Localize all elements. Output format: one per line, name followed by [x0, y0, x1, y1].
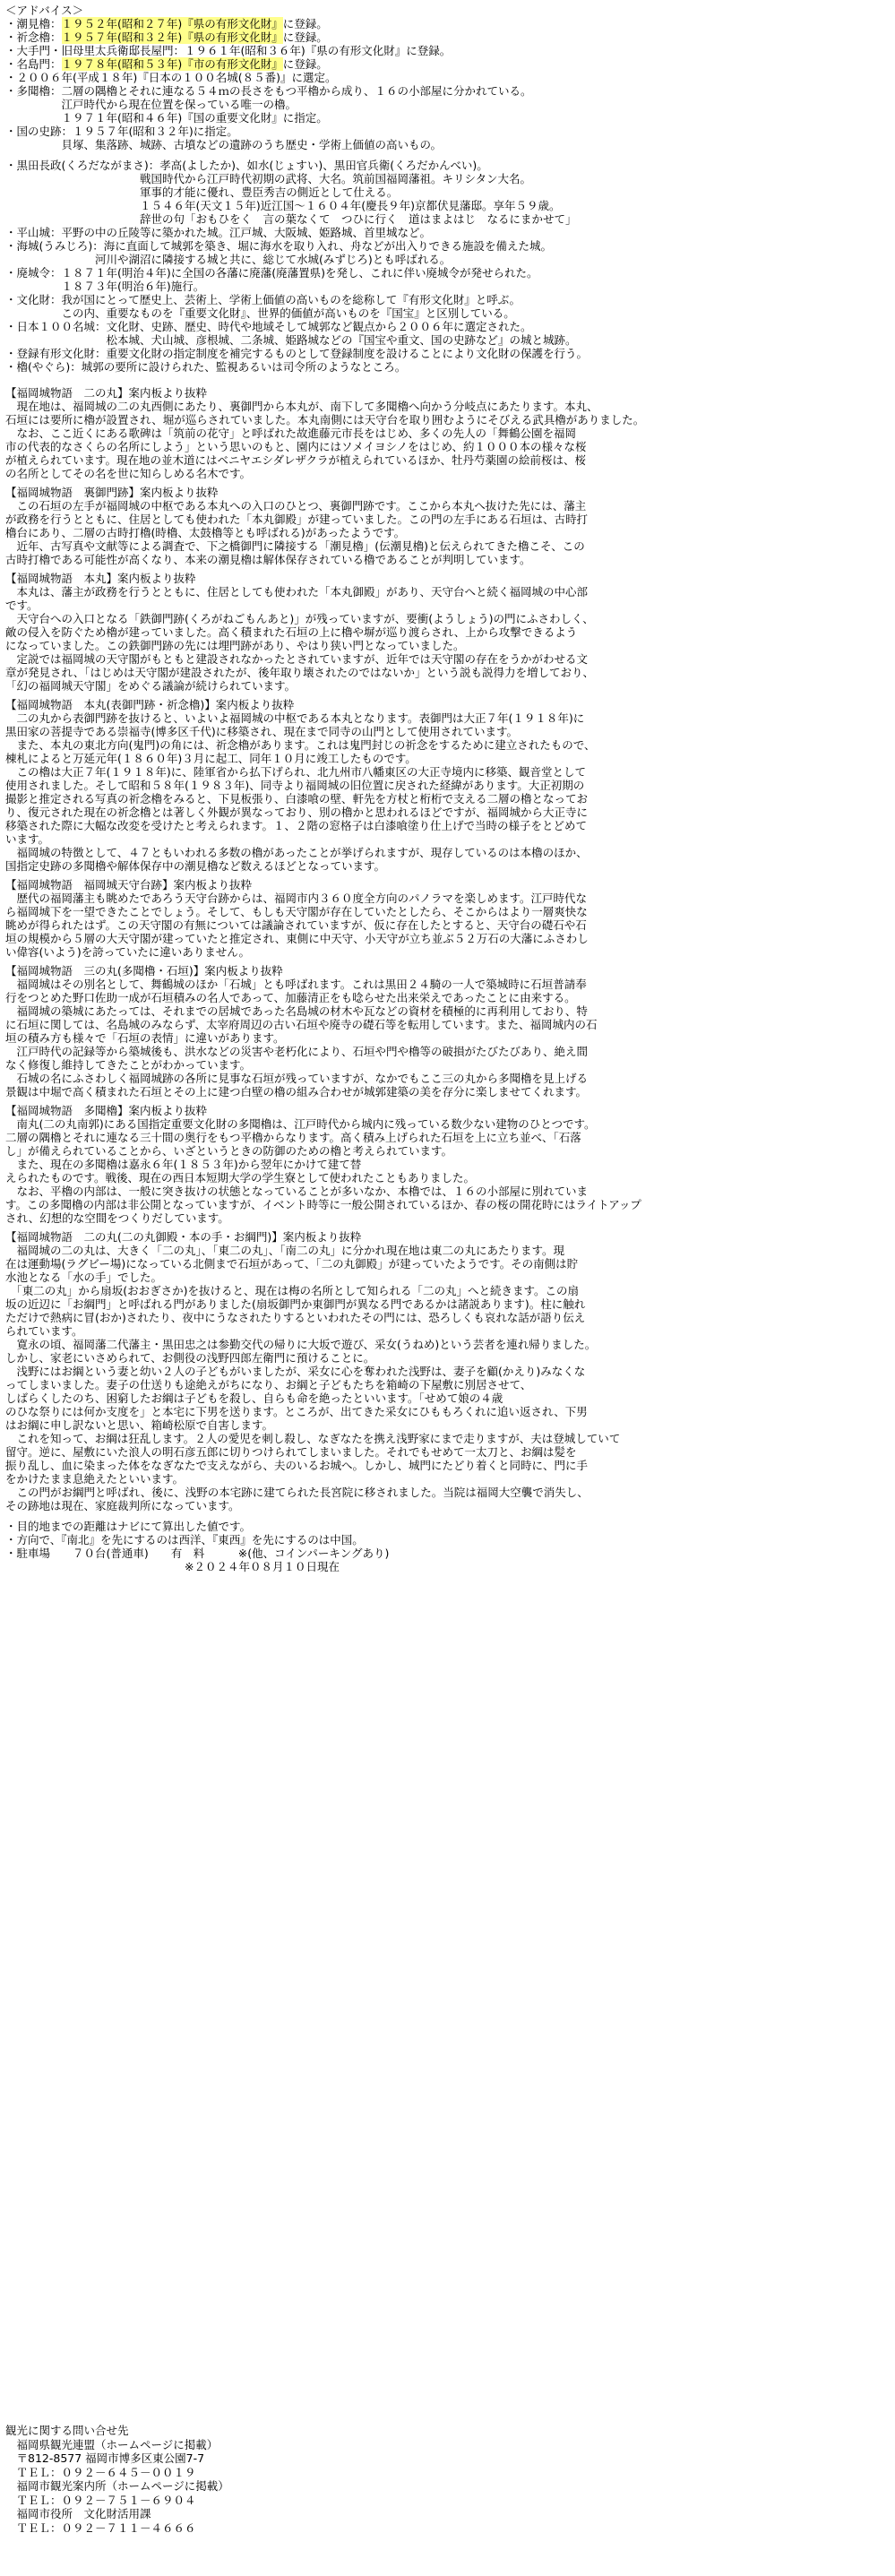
glossary-line: ・日本１００名城：文化財、史跡、歴史、時代や地域そして城郭など観点から２００６年に選定された。: [5, 320, 532, 333]
section-text-line: 歴代の福岡藩主も眺めたであろう天守台跡からは、福岡市内３６０度全方向のパノラマを楽しめます。江戸時代な: [5, 892, 588, 905]
guide-section: [5, 486, 888, 566]
glossary-line: １５４６年(天文１５年)近江国〜１６０４年(慶長９年)京都伏見藩邸。享年５９歳。: [5, 199, 561, 212]
section-text-line: 本丸は、藩主が政務を行うとともに、住居としても使われた「本丸御殿」があり、天守台へと続く福岡城の中心部: [5, 585, 589, 599]
section-heading: 【福岡城物語 福岡城天守台跡】案内板より抜粋: [5, 878, 253, 892]
glossary-line: ・文化財：我が国にとって歴史上、芸術上、学術上価値の高いものを総称して『有形文化財』と呼ぶ。: [5, 293, 521, 306]
section-heading: 【福岡城物語 多聞櫓】案内板より抜粋: [5, 1104, 208, 1117]
section-text-line: 現在地は、福岡城の二の丸西側にあたり、裏御門から本丸が、南下して多聞櫓へ向かう分岐点にあたります。本丸、: [5, 400, 598, 413]
glossary-line: １８７３年(明治６年)施行。: [5, 280, 205, 293]
advice-highlight: １９７８年(昭和５３年)『市の有形文化財』: [61, 57, 283, 71]
section-text-line: ら福岡城下を一望できたことでしょう。そして、もしも天守閣が存在していたとしたら、そこからはより一層爽快な: [5, 905, 588, 918]
guide-section: [5, 386, 888, 480]
advice-bullet: ・: [5, 57, 17, 71]
guide-section: [5, 878, 888, 959]
guide-section: [5, 698, 888, 873]
contact-line: 福岡市役所 文化財活用課: [5, 2507, 151, 2520]
section-text-line: なお、ここ近くにある歌碑は「筑前の花守」と呼ばれた故進藤元市長をはじめ、多くの先人の「舞鶴公園を福岡: [5, 426, 577, 440]
section-heading: 【福岡城物語 二の丸】案内板より抜粋: [5, 386, 208, 400]
section-text-line: の名所としてその名を世に知らしめる名木です。: [5, 467, 252, 480]
contact-line: ＴＥＬ：０９２－７５１－６９０４: [5, 2493, 196, 2507]
section-text-line: 眺めが得られたはず。この天守閣の有無については議論されていますが、仮に存在したとすると、天守台の礎石や石: [5, 918, 587, 932]
glossary-line: 辞世の句「おもひをく 言の葉なくて つひに行く 道はまよはじ なるにまかせて」: [5, 212, 577, 226]
section-text-line: 移築された際に大幅な改変を受けたと考えられます。１、２階の窓格子は白漆喰塗り仕上げで当時の様子をとどめて: [5, 819, 588, 832]
glossary-line: 戦国時代から江戸時代初期の武将、大名。筑前国福岡藩祖。キリシタン大名。: [5, 172, 532, 185]
guide-section: [5, 964, 888, 1098]
section-text-line: 垣の規模から５層の大天守閣が建っていたと推定され、東側に中天守、小天守が立ち並ぶ５２万石の大藩にふさわし: [5, 932, 589, 945]
section-text-line: 二の丸から表御門跡を抜けると、いよいよ福岡城の中枢である本丸となります。表御門は大正７年(１９１８年)に: [5, 711, 585, 725]
section-text-line: 黒田家の菩提寺である崇福寺(博多区千代)に移築され、現在まで同寺の山門として使用されています。: [5, 725, 519, 738]
glossary-line: ・櫓(やぐら)：城郭の要所に設けられた、監視あるいは司令所のようなところ。: [5, 360, 407, 374]
guide-section: [5, 572, 888, 693]
section-text-line: され、幻想的な空間をつくりだしています。: [5, 1211, 229, 1225]
glossary-line: ・廃城令：１８７１年(明治４年)に全国の各藩に廃藩(廃藩置県)を発し、これに伴い廃城令が発せられた。: [5, 266, 538, 280]
advice-line: [5, 71, 888, 84]
advice-bullet: ・: [5, 71, 17, 84]
section-text-line: ただけで熱病に冒(おか)されたり、夜中にうなされたりするといわれたその門には、恐ろしくも哀れな話が語り伝え: [5, 1311, 586, 1324]
document-body: [5, 4, 888, 1573]
access-line: ・駐車場 ７０台(普通車) 有 料 ※(他、コインパーキングあり): [5, 1546, 390, 1560]
advice-bullet: ・: [5, 125, 17, 138]
advice-bullet: ・: [5, 44, 17, 57]
section-text-line: はお綱に申し訳ないと思い、箱崎松原で自害します。: [5, 1418, 274, 1432]
section-text-line: また、本丸の東北方向(鬼門)の角には、祈念櫓があります。これは鬼門封じの祈念をするために建立されたもので、: [5, 738, 596, 752]
section-text-line: 国指定史跡の多聞櫓や解体保存中の潮見櫓など数えるほどとなっています。: [5, 859, 386, 873]
advice-line: [5, 57, 888, 71]
section-text-line: 天守台への入口となる「鉄御門跡(くろがねごもんあと)」が残っていますが、要衝(ようしょう)の門にふさわしく、: [5, 612, 594, 625]
section-heading: 【福岡城物語 本丸】案内板より抜粋: [5, 572, 196, 585]
section-text-line: をかけたまま息絶えたといいます。: [5, 1472, 185, 1486]
section-text-line: 水池となる「水の手」でした。: [5, 1271, 163, 1284]
guide-section: [5, 1230, 888, 1512]
section-text-line: られています。: [5, 1324, 83, 1338]
section-text-line: り、復元された現在の祈念櫓とは著しく外観が異なっており、別の櫓かと思われるほどですが、福岡城から大正寺に: [5, 806, 589, 819]
guide-sections: [5, 386, 888, 1512]
section-text-line: 使用されました。そして昭和５８年(１９８３年)、同寺より福岡城の旧位置に戻された経緯があります。大正初期の: [5, 779, 585, 792]
advice-text: 貝塚、集落跡、城跡、古墳などの遺跡のうち歴史・学術上価値の高いもの。: [16, 138, 443, 151]
section-text-line: 福岡城の築城にあたっては、それまでの居城であった名島城の材木や瓦などの資材を積極的に再利用しており、特: [5, 1004, 588, 1018]
section-text-line: が植えられています。現在地の並木道にはベニヤエシダレザクラが植えられているほか、牡丹芍薬園の絵前桜は、桜: [5, 453, 587, 467]
section-text-line: 撮影と推定される写真の祈念櫓をみると、下見板張り、白漆喰の壁、軒先を方杖と桁桁で支える二層の櫓となってお: [5, 792, 589, 806]
advice-text: 祈念櫓：: [16, 30, 62, 44]
advice-highlight: １９５２年(昭和２７年)『県の有形文化財』: [61, 17, 283, 30]
advice-bullet: ・: [5, 30, 17, 44]
section-text-line: これを知って、お綱は狂乱します。２人の愛児を刺し殺し、なぎなたを携え浅野家にまで走りますが、夫は登城していて: [5, 1432, 621, 1445]
section-text-line: 石城の名にふさわしく福岡城跡の各所に見事な石垣が残っていますが、なかでもここ三の丸から多聞櫓を見上げる: [5, 1072, 589, 1085]
section-text-line: 寛永の頃、福岡藩二代藩主・黒田忠之は参勤交代の帰りに大坂で遊び、采女(うねめ)という芸者を連れ帰りました。: [5, 1338, 597, 1351]
advice-text: ２００６年(平成１８年)『日本の１００名城(８５番)』に選定。: [16, 71, 337, 84]
guide-section: [5, 1104, 888, 1225]
advice-line: [5, 84, 888, 98]
section-text-line: 景観は中堀で高く積まれた石垣とその上に建つ白壁の櫓の組み合わせが城郭建築の美を存分に楽しませてくれます。: [5, 1085, 588, 1098]
advice-text: 潮見櫓：: [16, 17, 62, 30]
section-text-line: 在は運動場(ラグビー場)になっている北側まで石垣があって、「二の丸御殿」が建っていたようです。その南側は貯: [5, 1257, 579, 1271]
advice-line: [5, 138, 888, 151]
advice-text: 国の史跡：１９５７年(昭和３２年)に指定。: [16, 125, 238, 138]
advice-text: 名島門：: [16, 57, 62, 71]
contact-line: ＴＥＬ：０９２－７１１－４６６６: [5, 2520, 196, 2535]
section-text-line: 振り乱し、血に染まった体をなぎなたで支えながら、夫のいるお城へ。しかし、城門にたどり着くと同時に、門に手: [5, 1459, 589, 1472]
advice-highlight: １９５７年(昭和３２年)『県の有形文化財』: [61, 30, 283, 44]
section-text-line: 棟札によると万延元年(１８６０年)３月に起工、同年１０月に竣工したものです。: [5, 752, 417, 765]
section-text-line: なお、平櫓の内部は、一般に突き抜けの状態となっていることが多いなか、本櫓では、１６の小部屋に別れていま: [5, 1185, 589, 1198]
section-text-line: この門がお綱門と呼ばれ、後に、浅野の本宅跡に建てられた長宮院に移されました。当院は福岡大空襲で消失し、: [5, 1486, 589, 1499]
access-line: ※２０２４年０８月１０日現在: [5, 1560, 340, 1573]
contact-line: 〒812-8577 福岡市博多区東公園7-7: [5, 2451, 205, 2465]
access-line: ・目的地までの距離はナビにて算出した値です。: [5, 1520, 252, 1533]
section-text-line: 石垣には要所に櫓が設置され、堀が巡らされていました。本丸南側には天守台を取り囲むようにそびえる武具櫓がありました。: [5, 413, 645, 426]
access-line: ・方向で、『南北』を先にするのは西洋、『東西』を先にするのは中国。: [5, 1533, 364, 1546]
section-text-line: その跡地は現在、家庭裁判所になっています。: [5, 1499, 240, 1512]
section-heading: 【福岡城物語 裏御門跡】案内板より抜粋: [5, 486, 219, 499]
advice-title: ＜アドバイス＞: [5, 4, 84, 17]
section-text-line: この櫓は大正７年(１９１８年)に、陸軍省から払下げられ、北九州市八幡東区の大正寺境内に移築、観音堂として: [5, 765, 587, 779]
section-text-line: ってしまいました。妻子の仕送りも途絶えがちになり、お綱と子どもたちを箱崎の下屋敷に別居させて、: [5, 1378, 532, 1391]
section-text-line: 敵の侵入を防ぐため櫓が建っていました。高く積まれた石垣の上に櫓や塀が巡り渡らされ、上から攻撃できるよう: [5, 625, 578, 639]
advice-line: [5, 17, 888, 30]
glossary-line: ・黒田長政(くろだながまさ)：孝高(よしたか)、如水(じょすい)、黒田官兵衛(くろだかんべい)。: [5, 159, 488, 172]
contact-info: [5, 2424, 543, 2535]
glossary-line: この内、重要なものを『重要文化財』、世界的価値が高いものを『国宝』と区別している。: [5, 306, 515, 320]
section-text-line: 留守。逆に、屋敷にいた浪人の明石彦五郎に切りつけられてしまいました。それでもせめて一太刀と、お綱は髪を: [5, 1445, 577, 1459]
advice-bullet: ・: [5, 84, 17, 98]
section-text-line: 垣の積み方も様々で「石垣の表情」に違いがあります。: [5, 1031, 285, 1045]
advice-text: 大手門・旧母里太兵衛邸長屋門：１９６１年(昭和３６年)『県の有形文化財』に登録。: [16, 44, 452, 57]
section-text-line: 福岡城の二の丸は、大きく「二の丸」、「東二の丸」、「南二の丸」に分かれ現在地は東二の丸にあたります。現: [5, 1244, 565, 1257]
section-text-line: 定説では福岡城の天守閣がもともと建設されなかったとされていますが、近年では天守閣の存在をうかがわせる文: [5, 652, 589, 666]
advice-list: [5, 17, 888, 151]
section-text-line: います。: [5, 832, 50, 846]
section-text-line: 江戸時代の記録等から築城後も、洪水などの災害や老朽化により、石垣や門や櫓等の破損がたびたびあり、絶え間: [5, 1045, 589, 1058]
section-text-line: えられたものです。戦後、現在の西日本短期大学の学生寮として使われたこともありました。: [5, 1171, 476, 1185]
advice-text-tail: に登録。: [282, 17, 328, 30]
advice-text: 江戸時代から現在位置を保っている唯一の櫓。: [16, 98, 297, 111]
contact-line: 観光に関する問い合せ先: [5, 2424, 129, 2437]
section-text-line: のひな祭りには何か支度を」と本宅に下男を送ります。ところが、出てきた采女にひももろくれに追い返され、下男: [5, 1405, 588, 1418]
section-text-line: 櫓台にあり、二層の古時打櫓(時櫓、太鼓櫓等とも呼ばれる)があったようです。: [5, 526, 406, 539]
section-text-line: この石垣の左手が福岡城の中枢である本丸への入口のひとつ、裏御門跡です。ここから本丸へ抜けた先には、藩主: [5, 499, 587, 513]
glossary-line: 軍事的才能に優れ、豊臣秀吉の側近として仕える。: [5, 185, 399, 199]
contact-line: 福岡県観光連盟（ホームページに掲載）: [5, 2437, 219, 2451]
section-text-line: 坂の近辺に「お綱門」と呼ばれる門がありました(扇坂御門か東御門が異なる門であるかは諸説あります)。柱に触れ: [5, 1297, 586, 1311]
advice-line: [5, 44, 888, 57]
section-text-line: になっていました。この鉄御門跡の先には埋門跡があり、やはり狭い門となっていました。: [5, 639, 465, 652]
glossary-line: 河川や湖沼に隣接する城と共に、総じて水城(みずじろ)とも呼ばれる。: [5, 253, 452, 266]
advice-line: [5, 98, 888, 111]
section-text-line: 浅野にはお綱という妻と幼い２人の子どもがいましたが、采女に心を奪われた浅野は、妻子を顧(かえり)みなくな: [5, 1365, 586, 1378]
section-text-line: です。: [5, 599, 39, 612]
section-text-line: 福岡城はその別名として、舞鶴城のほか「石城」とも呼ばれます。これは黒田２４騎の一人で築城時に石垣普請奉: [5, 978, 587, 991]
section-text-line: また、現在の多聞櫓は嘉永６年(１８５３年)から翌年にかけて建て替: [5, 1158, 362, 1171]
section-text-line: 二層の隅櫓とそれに連なる三十間の奥行をもつ平櫓からなります。高く積み上げられた石垣を上に立ち並べ、「石落: [5, 1131, 581, 1144]
access-info: [5, 1520, 888, 1573]
section-text-line: しかし、家老にいさめられて、お側役の浅野四郎左衛門に預けることに。: [5, 1351, 375, 1365]
glossary-line: ・海城(うみじろ)：海に直面して城郭を築き、堀に海水を取り入れ、舟などが出入りできる施設を備えた城。: [5, 239, 553, 253]
section-text-line: 「東二の丸」から扇坂(おおぎさか)を抜けると、現在は梅の名所として知られる「二の丸」へと続きます。この扇: [5, 1284, 580, 1297]
section-text-line: 行をつとめた野口佐助一成が石垣積みの名人であって、加藤清正をも唸らせた出来栄えであったことに由来する。: [5, 991, 576, 1004]
advice-line: [5, 125, 888, 138]
section-heading: 【福岡城物語 二の丸(二の丸御殿・本の手・お綱門)】案内板より抜粋: [5, 1230, 362, 1244]
section-text-line: す。この多聞櫓の内部は非公開となっていますが、イベント時等に一般公開されているほか、春の桜の開花時にはライトアップ: [5, 1198, 641, 1211]
section-text-line: 福岡城の特徴として、４７ともいわれる多数の櫓があったことが挙げられますが、現存しているのは本櫓のほか、: [5, 846, 588, 859]
contact-line: ＴＥＬ：０９２－６４５－００１９: [5, 2465, 196, 2479]
section-text-line: い偉容(いよう)を誇っていたに違いありません。: [5, 945, 251, 959]
section-text-line: 章が発見され、「はじめは天守閣が建設されたが、後年取り壊されたのではないか」という説も説得力を増しており、: [5, 666, 595, 679]
section-text-line: 「幻の福岡城天守閣」をめぐる議論が続けられています。: [5, 679, 297, 693]
section-text-line: し」が備えられていることから、いざというときの防御のための櫓と考えられています。: [5, 1144, 453, 1158]
section-heading: 【福岡城物語 本丸(表御門跡・祈念櫓)】案内板より抜粋: [5, 698, 295, 711]
glossary-line: ・平山城：平野の中の丘陵等に築かれた城。江戸城、大阪城、姫路城、首里城など。: [5, 226, 432, 239]
advice-text: １９７１年(昭和４６年)『国の重要文化財』に指定。: [16, 111, 328, 125]
glossary-list: [5, 159, 888, 374]
advice-line: [5, 30, 888, 44]
section-text-line: 南丸(二の丸南郭)にある国指定重要文化財の多聞櫓は、江戸時代から城内に残っている数少ない建物のひとつです。: [5, 1117, 596, 1131]
section-text-line: 市の代表的なさくらの名所にしよう」という思いのもと、園内にはソメイヨシノをはじめ、約１０００本の様々な桜: [5, 440, 587, 453]
section-text-line: が政務を行うとともに、住居としても使われた「本丸御殿」が建っていました。この門の左手にある石垣は、古時打: [5, 513, 589, 526]
section-text-line: 近年、古写真や文献等による調査で、下之橋御門に隣接する「潮見櫓」(伝潮見櫓)と伝えられてきた櫓こそ、この: [5, 539, 585, 553]
advice-bullet: ・: [5, 17, 17, 30]
section-heading: 【福岡城物語 三の丸(多聞櫓・石垣)】案内板より抜粋: [5, 964, 283, 978]
section-text-line: 古時打櫓である可能性が高くなり、本来の潮見櫓は解体保存されている櫓であることが判明しています。: [5, 553, 531, 566]
section-text-line: なく修復し維持してきたことがわかっています。: [5, 1058, 252, 1072]
section-text-line: しばらくしたのち、困窮したお綱は子どもを殺し、自らも命を絶ったといいます。「せめて娘の４歳: [5, 1391, 503, 1405]
advice-line: [5, 111, 888, 125]
section-text-line: に石垣に関しては、名島城のみならず、太宰府周辺の古い石垣や廃寺の礎石等を転用しています。また、福岡城内の石: [5, 1018, 598, 1031]
advice-text: 多聞櫓：二層の隅櫓とそれに連なる５４ｍの長さをもつ平櫓から成り、１６の小部屋に分かれている。: [16, 84, 532, 98]
glossary-line: ・登録有形文化財：重要文化財の指定制度を補完するものとして登録制度を設けることにより文化財の保護を行う。: [5, 347, 589, 360]
advice-text-tail: に登録。: [282, 30, 328, 44]
glossary-line: 松本城、犬山城、彦根城、二条城、姫路城などの『国宝や重文、国の史跡など』の城と城跡。: [5, 333, 577, 347]
contact-line: 福岡市観光案内所（ホームページに掲載）: [5, 2479, 229, 2493]
advice-text-tail: に登録。: [282, 57, 328, 71]
